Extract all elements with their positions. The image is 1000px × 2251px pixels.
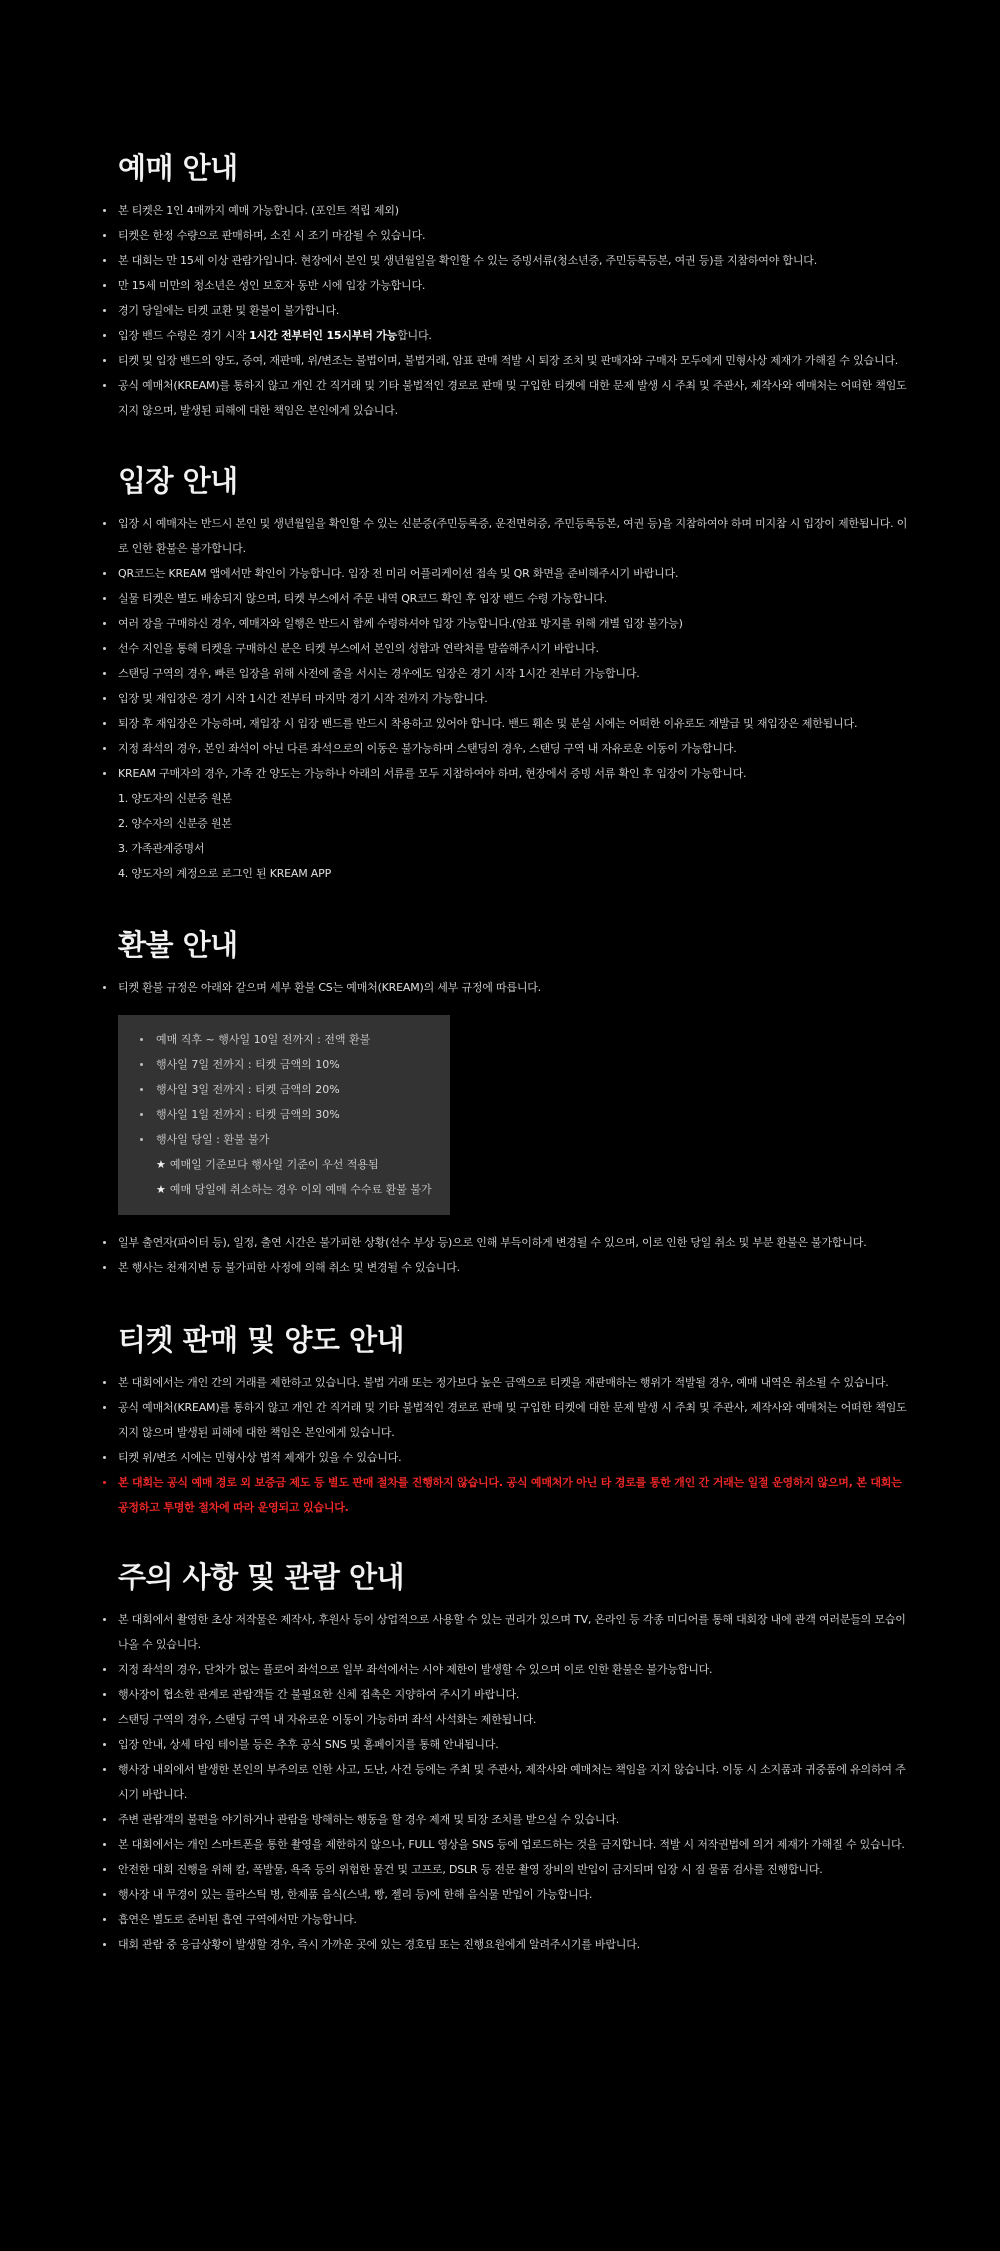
highlight-text: 1시간 전부터인 15시부터 가능 (249, 329, 398, 342)
list-item: 스탠딩 구역의 경우, 스탠딩 구역 내 자유로운 이동이 가능하며 좌석 사석화는 제한됩니다. (118, 1707, 908, 1732)
star-icon: ★ (156, 1183, 166, 1196)
list-item: 행사장이 협소한 관계로 관람객들 간 불필요한 신체 접촉은 지양하여 주시기 바랍니다. (118, 1682, 908, 1707)
warning-list-item: 본 대회는 공식 예매 경로 외 보증금 제도 등 별도 판매 절차를 진행하지 않습니다. 공식 예매처가 아닌 타 경로를 통한 개인 간 거래는 일절 운영하지 않으며, 본 대회는 공정하고 투명한 절차에 따라 운영되고 있습니다. (118, 1470, 908, 1520)
list-item: 본 대회에서는 개인 간의 거래를 제한하고 있습니다. 불법 거래 또는 정가보다 높은 금액으로 티켓을 재판매하는 행위가 적발될 경우, 예매 내역은 취소될 수 있습니다. (118, 1370, 908, 1395)
section-title: 환불 안내 (118, 928, 238, 962)
list-item: 본 대회는 만 15세 이상 관람가입니다. 현장에서 본인 및 생년월일을 확인할 수 있는 증빙서류(청소년증, 주민등록등본, 여권 등)를 지참하여야 합니다. (118, 248, 908, 273)
list-item: 안전한 대회 진행을 위해 칼, 폭발물, 욕죽 등의 위험한 물건 및 고프로, DSLR 등 전문 촬영 장비의 반입이 금지되며 입장 시 짐 물품 검사를 진행합니다. (118, 1857, 908, 1882)
list-item: 지정 좌석의 경우, 본인 좌석이 아닌 다른 좌석으로의 이동은 불가능하며 스탠딩의 경우, 스탠딩 구역 내 자유로운 이동이 가능합니다. (118, 736, 908, 761)
refund-notice-list (118, 975, 908, 1000)
list-item: KREAM 구매자의 경우, 가족 간 양도는 가능하나 아래의 서류를 모두 지참하여야 하며, 현장에서 증빙 서류 확인 후 입장이 가능합니다. (118, 761, 908, 786)
refund-policy-item: 행사일 당일 : 환불 불가 (156, 1127, 450, 1152)
refund-notice-list-after (118, 1230, 908, 1280)
list-item: 스탠딩 구역의 경우, 빠른 입장을 위해 사전에 줄을 서시는 경우에도 입장은 경기 시작 1시간 전부터 가능합니다. (118, 661, 908, 686)
list-item: 여러 장을 구매하신 경우, 예매자와 일행은 반드시 함께 수령하셔야 입장 가능합니다.(암표 방지를 위해 개별 입장 불가능) (118, 611, 908, 636)
list-item: 본 대회에서는 개인 스마트폰을 통한 촬영을 제한하지 않으나, FULL 영상을 SNS 등에 업로드하는 것을 금지합니다. 적발 시 저작권법에 의거 제재가 가해질 수 있습니다. (118, 1832, 908, 1857)
caution-notice-section (118, 1557, 908, 1957)
section-title: 입장 안내 (118, 464, 238, 498)
caution-notice-list (118, 1607, 908, 1957)
booking-notice-section (118, 148, 908, 423)
list-item: 공식 예매처(KREAM)를 통하지 않고 개인 간 직거래 및 기타 불법적인 경로로 판매 및 구입한 티켓에 대한 문제 발생 시 주최 및 주관사, 제작사와 예매처는 어떠한 책임도 지지 않으며, 발생된 피해에 대한 책임은 본인에게 있습니다. (118, 373, 908, 423)
list-item: 티켓 환불 규정은 아래와 같으며 세부 환불 CS는 예매처(KREAM)의 세부 규정에 따릅니다. (118, 975, 908, 1000)
refund-policy-item: 행사일 1일 전까지 : 티켓 금액의 30% (156, 1102, 450, 1127)
section-title: 티켓 판매 및 양도 안내 (118, 1323, 405, 1357)
ticket-resale-notice-section (118, 1320, 908, 1520)
list-item: 입장 및 재입장은 경기 시작 1시간 전부터 마지막 경기 시작 전까지 가능합니다. (118, 686, 908, 711)
list-item: 입장 안내, 상세 타임 테이블 등은 추후 공식 SNS 및 홈페이지를 통해 안내됩니다. (118, 1732, 908, 1757)
list-item: 실물 티켓은 별도 배송되지 않으며, 티켓 부스에서 주문 내역 QR코드 확인 후 입장 밴드 수령 가능합니다. (118, 586, 908, 611)
list-item: 입장 시 예매자는 반드시 본인 및 생년월일을 확인할 수 있는 신분증(주민등록증, 운전면허증, 주민등록등본, 여권 등)을 지참하여야 하며 미지참 시 입장이 제한됩니다. 이로 인한 환불은 불가합니다. (118, 511, 908, 561)
refund-policy-item: 행사일 7일 전까지 : 티켓 금액의 10% (156, 1052, 450, 1077)
list-item: 행사장 내외에서 발생한 본인의 부주의로 인한 사고, 도난, 사건 등에는 주최 및 주관사, 제작사와 예매처는 책임을 지지 않습니다. 이동 시 소지품과 귀중품에 유의하여 주시기 바랍니다. (118, 1757, 908, 1807)
list-item: 경기 당일에는 티켓 교환 및 환불이 불가합니다. (118, 298, 908, 323)
refund-note: ★ 예매 당일에 취소하는 경우 이외 예매 수수료 환불 불가 (156, 1183, 432, 1196)
refund-policy-list (156, 1027, 450, 1202)
list-item: 티켓 위/변조 시에는 민형사상 법적 제재가 있을 수 있습니다. (118, 1445, 908, 1470)
list-item: 주변 관람객의 불편을 야기하거나 관람을 방해하는 행동을 할 경우 제재 및 퇴장 조치를 받으실 수 있습니다. (118, 1807, 908, 1832)
list-item: 본 행사는 천재지변 등 불가피한 사정에 의해 취소 및 변경될 수 있습니다. (118, 1255, 908, 1280)
list-item: 입장 밴드 수령은 경기 시작 1시간 전부터인 15시부터 가능합니다. (118, 323, 908, 348)
list-item: 만 15세 미만의 청소년은 성인 보호자 동반 시에 입장 가능합니다. (118, 273, 908, 298)
list-item: 지정 좌석의 경우, 단차가 없는 플로어 좌석으로 일부 좌석에서는 시야 제한이 발생할 수 있으며 이로 인한 환불은 불가능합니다. (118, 1657, 908, 1682)
booking-notice-list (118, 198, 908, 423)
list-item: 티켓 및 입장 밴드의 양도, 증여, 재판매, 위/변조는 불법이며, 불법거래, 암표 판매 적발 시 퇴장 조치 및 판매자와 구매자 모두에게 민형사상 제재가 가해질 수 있습니다. (118, 348, 908, 373)
list-item: 본 대회에서 촬영한 초상 저작물은 제작사, 후원사 등이 상업적으로 사용할 수 있는 권리가 있으며 TV, 온라인 등 각종 미디어를 통해 대회장 내에 관객 여러분들의 모습이 나올 수 있습니다. (118, 1607, 908, 1657)
refund-notice-section (118, 925, 908, 1280)
list-item: 선수 지인을 통해 티켓을 구매하신 분은 티켓 부스에서 본인의 성함과 연락처를 말씀해주시기 바랍니다. (118, 636, 908, 661)
list-item: 퇴장 후 재입장은 가능하며, 재입장 시 입장 밴드를 반드시 착용하고 있어야 합니다. 밴드 훼손 및 분실 시에는 어떠한 이유로도 재발급 및 재입장은 제한됩니다. (118, 711, 908, 736)
refund-policy-item: 행사일 3일 전까지 : 티켓 금액의 20% (156, 1077, 450, 1102)
entry-notice-section (118, 461, 908, 886)
numbered-item: 1. 양도자의 신분증 원본 (118, 792, 232, 805)
numbered-item: 2. 양수자의 신분증 원본 (118, 817, 232, 830)
refund-policy-box (118, 1015, 450, 1215)
entry-notice-list (118, 511, 908, 886)
list-item: QR코드는 KREAM 앱에서만 확인이 가능합니다. 입장 전 미리 어플리케이션 접속 및 QR 화면을 준비해주시기 바랍니다. (118, 561, 908, 586)
list-item: 흡연은 별도로 준비된 흡연 구역에서만 가능합니다. (118, 1907, 908, 1932)
numbered-item: 4. 양도자의 계정으로 로그인 된 KREAM APP (118, 867, 331, 880)
list-item: 티켓은 한정 수량으로 판매하며, 소진 시 조기 마감될 수 있습니다. (118, 223, 908, 248)
refund-note: ★ 예매일 기준보다 행사일 기준이 우선 적용됨 (156, 1158, 379, 1171)
refund-policy-item: 예매 직후 ~ 행사일 10일 전까지 : 전액 환불 (156, 1027, 450, 1052)
section-title: 예매 안내 (118, 151, 238, 185)
star-icon: ★ (156, 1158, 166, 1171)
list-item: 대회 관람 중 응급상황이 발생할 경우, 즉시 가까운 곳에 있는 경호팀 또는 진행요원에게 알려주시기를 바랍니다. (118, 1932, 908, 1957)
list-item: 본 티켓은 1인 4매까지 예매 가능합니다. (포인트 적립 제외) (118, 198, 908, 223)
list-item: 일부 출연자(파이터 등), 일정, 출연 시간은 불가피한 상황(선수 부상 등)으로 인해 부득이하게 변경될 수 있으며, 이로 인한 당일 취소 및 부분 환불은 불가합니다. (118, 1230, 908, 1255)
numbered-item: 3. 가족관계증명서 (118, 842, 205, 855)
list-item: 행사장 내 무경이 있는 플라스틱 병, 한제품 음식(스낵, 빵, 젤리 등)에 한해 음식물 반입이 가능합니다. (118, 1882, 908, 1907)
list-item: 공식 예매처(KREAM)를 통하지 않고 개인 간 직거래 및 기타 불법적인 경로로 판매 및 구입한 티켓에 대한 문제 발생 시 주최 및 주관사, 제작사와 예매처는 어떠한 책임도 지지 않으며 발생된 피해에 대한 책임은 본인에게 있습니다. (118, 1395, 908, 1445)
section-title: 주의 사항 및 관람 안내 (118, 1560, 405, 1594)
ticket-resale-notice-list (118, 1370, 908, 1520)
